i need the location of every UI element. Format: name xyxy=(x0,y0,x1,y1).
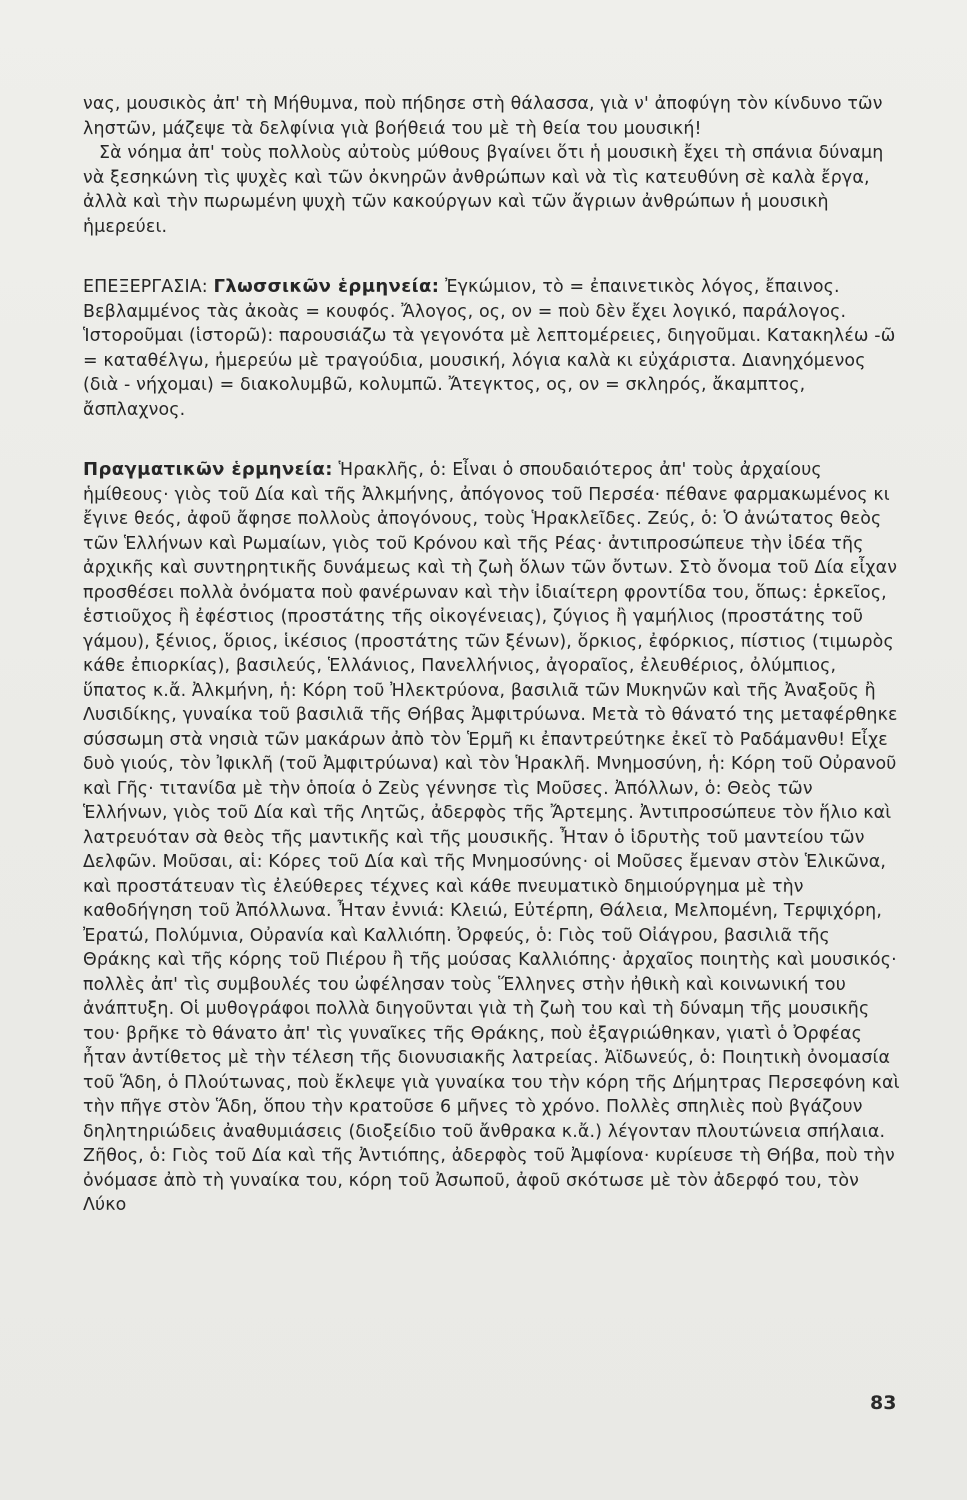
section-epexergasia xyxy=(83,275,903,422)
paragraph-continuation: νας, μουσικὸς ἀπ' τὴ Μήθυμνα, ποὺ πήδησε στὴ θάλασσα, γιὰ ν' ἀποφύγη τὸν κίνδυνο τῶν ληστῶν, μάζεψε τὰ δελφίνια γιὰ βοήθειά του μὲ τὴ θεία του μουσική! xyxy=(83,94,883,139)
factual-text: Ἡρακλῆς, ὁ: Εἶναι ὁ σπουδαιότερος ἀπ' τοὺς ἀρχαίους ἡμίθεους· γιὸς τοῦ Δία καὶ τῆς Ἀλκμήνης, ἀπόγονος τοῦ Περσέα· πέθανε φαρμακωμένος κι ἔγινε θεός, ἀφοῦ ἄφησε πολλοὺς ἀπογόνους, τοὺς Ἡρακλεῖδες. Ζεύς, ὁ: Ὁ ἀνώτατος θεὸς τῶν Ἑλλήνων καὶ Ρωμαίων, γιὸς τοῦ Κρόνου καὶ τῆς Ρέας· ἀντιπροσώπευε τὴν ἰδέα τῆς ἀρχικῆς καὶ συντηρητικῆς δυνάμεως καὶ τὴ ζωὴ ὅλων τῶν ὄντων. Στὸ ὄνομα τοῦ Δία εἶχαν προσθέσει πολλὰ ὀνόματα ποὺ φανέρωναν καὶ τὴν ἰδιαίτερη φροντίδα του, ὅπως: ἑρκεῖος, ἑστιοῦχος ἢ ἐφέστιος (προστάτης τῆς οἰκογένειας), ζύγιος ἢ γαμήλιος (προστάτης τοῦ γάμου), ξένιος, ὅριος, ἱκέσιος (προστάτης τῶν ξένων), ὅρκιος, ἐφόρκιος, πίστιος (τιμωρὸς κάθε ἐπιορκίας), βασιλεύς, Ἑλλάνιος, Πανελλήνιος, ἀγοραῖος, ἐλευθέριος, ὀλύμπιος, ὕπατος κ.ἄ. Ἀλκμήνη, ἡ: Κόρη τοῦ Ἠλεκτρύονα, βασιλιᾶ τῶν Μυκηνῶν καὶ τῆς Ἀναξοῦς ἢ Λυσιδίκης, γυναίκα τοῦ βασιλιᾶ τῆς Θήβας Ἀμφιτρύωνα. Μετὰ τὸ θάνατό της μεταφέρθηκε σύσσωμη στὰ νησιὰ τῶν μακάρων ἀπὸ τὸν Ἑρμῆ κι ἐπαντρεύτηκε ἐκεῖ τὸ Ραδάμανθυ! Εἶχε δυὸ γιούς, τὸν Ἰφικλῆ (τοῦ Ἀμφιτρύωνα) καὶ τὸν Ἡρακλῆ. Μνημοσύνη, ἡ: Κόρη τοῦ Οὐρανοῦ καὶ Γῆς· τιτανίδα μὲ τὴν ὁποία ὁ Ζεὺς γέννησε τὶς Μοῦσες. Ἀπόλλων, ὁ: Θεὸς τῶν Ἑλλήνων, γιὸς τοῦ Δία καὶ τῆς Λητῶς, ἀδερφὸς τῆς Ἄρτεμης. Ἀντιπροσώπευε τὸν ἥλιο καὶ λατρευόταν σὰ θεὸς τῆς μαντικῆς καὶ τῆς μουσικῆς. Ἦταν ὁ ἱδρυτὴς τοῦ μαντείου τῶν Δελφῶν. Μοῦσαι, αἱ: Κόρες τοῦ Δία καὶ τῆς Μνημοσύνης· οἱ Μοῦσες ἔμεναν στὸν Ἑλικῶνα, καὶ προστάτευαν τὶς ἐλεύθερες τέχνες καὶ κάθε πνευματικὸ δημιούργημα μὲ τὴν καθοδήγηση τοῦ Ἀπόλλωνα. Ἦταν ἐννιά: Κλειώ, Εὐτέρπη, Θάλεια, Μελπομένη, Τερψιχόρη, Ἐρατώ, Πολύμνια, Οὐρανία καὶ Καλλιόπη. Ὀρφεύς, ὁ: Γιὸς τοῦ Οἰάγρου, βασιλιᾶ τῆς Θράκης καὶ τῆς κόρης τοῦ Πιέρου ἢ τῆς μούσας Καλλιόπης· ἀρχαῖος ποιητὴς καὶ μουσικός· πολλὲς ἀπ' τὶς συμβουλές του ὠφέλησαν τοὺς Ἕλληνες στὴν ἠθικὴ καὶ κοινωνική του ἀνάπτυξη. Οἱ μυθογράφοι πολλὰ διηγοῦνται γιὰ τὴ ζωὴ του καὶ τὴ δύναμη τῆς μουσικῆς του· βρῆκε τὸ θάνατο ἀπ' τὶς γυναῖκες τῆς Θράκης, ποὺ ἐξαγριώθηκαν, γιατὶ ὁ Ὀρφέας ἦταν ἀντίθετος μὲ τὴν τέλεση τῆς διονυσιακῆς λατρείας. Ἀϊδωνεύς, ὁ: Ποιητικὴ ὀνομασία τοῦ Ἅδη, ὁ Πλούτωνας, ποὺ ἔκλεψε γιὰ γυναίκα του τὴν κόρη τῆς Δήμητρας Περσεφόνη καὶ τὴν πῆγε στὸν Ἅδη, ὅπου τὴν κρατοῦσε 6 μῆνες τὸ χρόνο. Πολλὲς σπηλιὲς ποὺ βγάζουν δηλητηριώδεις ἀναθυμιάσεις (διοξείδιο τοῦ ἄνθρακα κ.ἄ.) λέγονταν πλουτώνεια σπήλαια. Ζῆθος, ὁ: Γιὸς τοῦ Δία καὶ τῆς Ἀντιόπης, ἀδερφὸς τοῦ Ἀμφίονα· κυρίευσε τὴ Θήβα, ποὺ τὴν ὀνόμασε ἀπὸ τὴ γυναίκα του, κόρη τοῦ Ἀσωποῦ, ἀφοῦ σκότωσε μὲ τὸν ἀδερφό του, τὸν Λύκο xyxy=(83,460,900,1215)
page-body xyxy=(83,92,903,1218)
factual-label: Πραγματικῶν ἑρμηνεία: xyxy=(83,459,333,480)
glossary-label: Γλωσσικῶν ἑρμηνεία: xyxy=(213,276,440,297)
glossary-text: Ἐγκώμιον, τὸ = ἐπαινετικὸς λόγος, ἔπαινος. Βεβλαμμένος τὰς ἀκοὰς = κουφός. Ἄλογος, ος, ον = ποὺ δὲν ἔχει λογικό, παράλογος. Ἱστοροῦμαι (ἱστορῶ): παρουσιάζω τὰ γεγονότα μὲ λεπτομέρειες, διηγοῦμαι. Κατακηλέω -ῶ = καταθέλγω, ἡμερεύω μὲ τραγούδια, μουσική, λόγια καλὰ κι εὐχάριστα. Διανηχόμενος (διὰ - νήχομαι) = διακολυμβῶ, κολυμπῶ. Ἄτεγκτος, ος, ον = σκληρός, ἄκαμπτος, ἄσπλαχνος. xyxy=(83,277,896,420)
section-heading: ΕΠΕΞΕΡΓΑΣΙΑ: xyxy=(83,277,208,297)
page-number: 83 xyxy=(870,1392,897,1414)
paragraph-moral: Σὰ νόημα ἀπ' τοὺς πολλοὺς αὐτοὺς μύθους βγαίνει ὅτι ἡ μουσικὴ ἔχει τὴ σπάνια δύναμη νὰ ξεσηκώνη τὶς ψυχὲς καὶ τῶν ὀκνηρῶν ἀνθρώπων καὶ νὰ τὶς κατευθύνη σὲ καλὰ ἔργα, ἀλλὰ καὶ τὴν πωρωμένη ψυχὴ τῶν κακούργων καὶ τῶν ἄγριων ἀνθρώπων ἡ μουσικὴ ἡμερεύει. xyxy=(83,143,884,237)
section-pragmatikon xyxy=(83,458,903,1218)
